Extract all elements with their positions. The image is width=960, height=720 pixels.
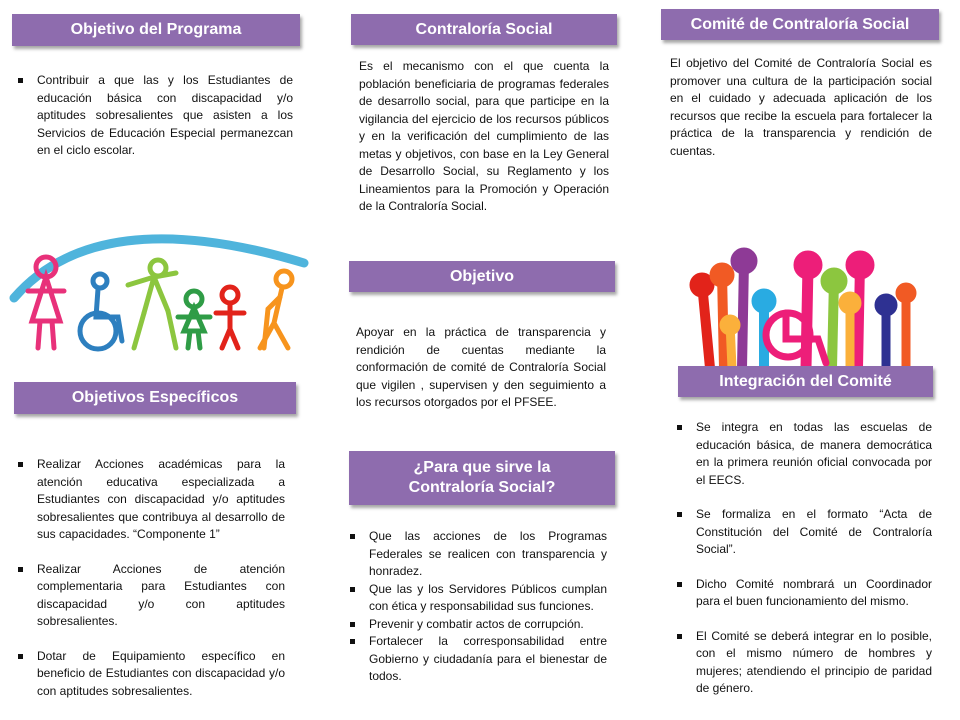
list-item: Contribuir a que las y los Estudiantes de educación básica con discapacidad y/o aptitudes sobresalientes que asisten a los Servicios de Educación Especial permanezcan en el ciclo escolar. bbox=[17, 72, 293, 160]
objetivo-text: Apoyar en la práctica de transparencia y rendición de cuentas mediante la conformación de comité de Contraloría Social que vigilen , supervisen y den seguimiento a los recursos otorgados por el PFSEE. bbox=[356, 325, 606, 409]
header-label: Objetivos Específicos bbox=[71, 389, 239, 406]
raised-hands-illustration bbox=[680, 243, 930, 368]
header-label: Comité de Contraloría Social bbox=[690, 15, 910, 33]
list-item: Se integra en todas las escuelas de educación básica, de manera democrática en la primera reunión oficial convocada por el EECS. bbox=[676, 419, 932, 489]
list-item: Prevenir y combatir actos de corrupción. bbox=[349, 616, 607, 634]
header-objetivo-programa bbox=[12, 14, 300, 46]
objetivos-especificos-list bbox=[17, 456, 285, 700]
header-label-line1: ¿Para que sirve la bbox=[413, 459, 551, 476]
contraloria-social-text: Es el mecanismo con el que cuenta la población beneficiaria de programas federales de desarrollo social, para que participe en la vigilancia del ejercicio de los recursos públicos y en la verificación del cumplimiento de las metas y objetivos, con base en la Ley General de Desarrollo Social, su Reglamento y los Lineamientos para la Promoción y Operación de la Contraloría Social. bbox=[359, 59, 609, 213]
header-integracion-comite bbox=[678, 366, 933, 397]
header-comite-contraloria bbox=[661, 9, 939, 40]
list-item: Que las acciones de los Programas Federales se realicen con transparencia y honradez. bbox=[349, 528, 607, 581]
comite-text: El objetivo del Comité de Contraloría Social es promover una cultura de la participación social en el cuidado y adecuada aplicación de los recursos que recibe la escuela para fortalecer la práctica de la transparencia y rendición de cuentas. bbox=[670, 56, 932, 158]
para-que-sirve-list bbox=[349, 528, 607, 686]
list-item: Dotar de Equipamiento específico en beneficio de Estudiantes con discapacidad y/o con aptitudes sobresalientes. bbox=[17, 648, 285, 701]
header-label: Contraloría Social bbox=[415, 20, 553, 38]
wheelchair-icon bbox=[766, 313, 826, 363]
list-item: Realizar Acciones académicas para la atención educativa especializada a Estudiantes con discapacidad y/o aptitudes sobresalientes que contribuya al desarrollo de sus capacidades. “Componente 1” bbox=[17, 456, 285, 544]
header-label-line2: Contraloría Social? bbox=[408, 479, 556, 496]
header-para-que-sirve bbox=[349, 451, 615, 505]
header-objetivos-especificos bbox=[14, 382, 296, 414]
header-label: Objetivo bbox=[449, 267, 514, 285]
objetivo-programa-list bbox=[17, 72, 293, 160]
list-item: El Comité se deberá integrar en lo posible, con el mismo número de hombres y mujeres; atendiendo el principio de paridad de género. bbox=[676, 628, 932, 698]
people-diversity-illustration bbox=[8, 213, 310, 368]
header-label: Objetivo del Programa bbox=[70, 21, 242, 38]
list-item: Realizar Acciones de atención complementaria para Estudiantes con discapacidad y/o con aptitudes sobresalientes. bbox=[17, 561, 285, 631]
list-item: Fortalecer la corresponsabilidad entre Gobierno y ciudadanía para el bienestar de todos. bbox=[349, 633, 607, 686]
list-item: Dicho Comité nombrará un Coordinador para el buen funcionamiento del mismo. bbox=[676, 576, 932, 611]
list-item: Que las y los Servidores Públicos cumplan con ética y responsabilidad sus funciones. bbox=[349, 581, 607, 616]
integracion-list bbox=[676, 419, 932, 698]
list-item: Se formaliza en el formato “Acta de Constitución del Comité de Contraloría Social”. bbox=[676, 506, 932, 559]
header-label: Integración del Comité bbox=[719, 372, 892, 390]
header-objetivo bbox=[349, 261, 615, 292]
header-contraloria-social bbox=[351, 14, 617, 45]
